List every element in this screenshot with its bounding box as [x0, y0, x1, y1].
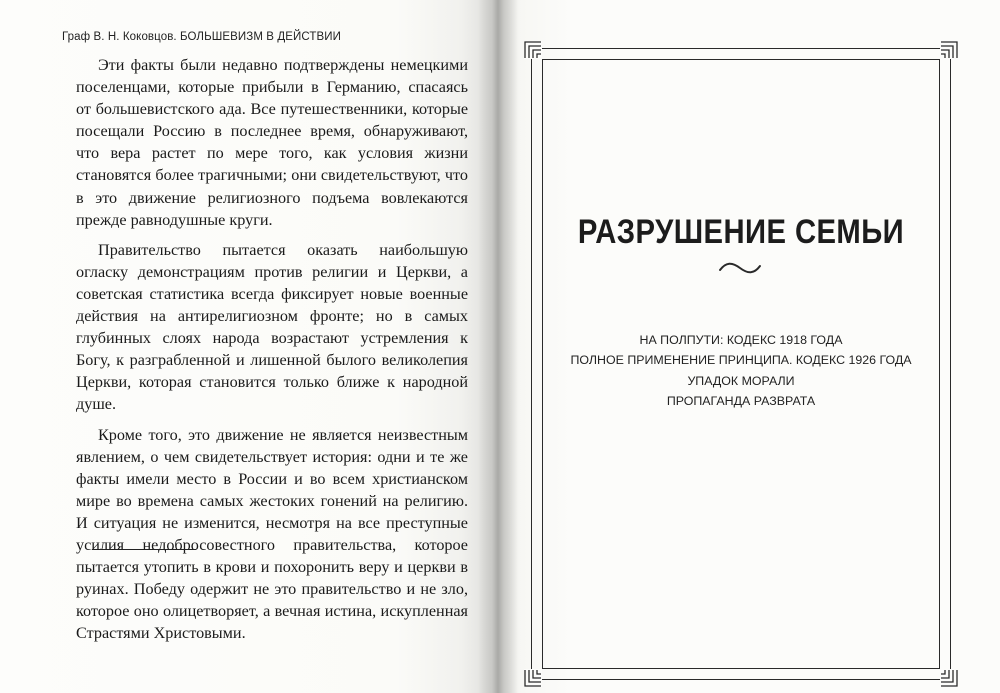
paragraph-3: Кроме того, это движение не является неизвестным явлением, о чем свидетельствует история: одни и те же факты имели место в России и во всем христианском мире во времена самых жестоких гонений на религию. И ситуация не изменится, несмотря на все преступные усилия недобросовестного правительства, которое пытается утопить в крови и похоронить веру и церкви в руинах. Победу одержит не это правительство и не зло, которое оно олицетворяет, а вечная истина, искупленная Страстями Христовыми. — [76, 425, 468, 643]
footnote-rule — [92, 549, 196, 550]
chapter-title: РАЗРУШЕНИЕ СЕМЬИ — [577, 213, 905, 251]
body-text — [76, 54, 468, 652]
left-page — [0, 0, 496, 693]
paragraph-1: Эти факты были недавно подтверждены немецкими поселенцами, которые прибыли в Германию, спасаясь от большевистского ада. Все путешественники, которые посещали Россию в последнее время, обнаруживают, что вера растет по мере того, как условия жизни становятся более трагичными; они свидетельствуют, что в это движение религиозного подъема вовлекаются прежде равнодушные круги. — [76, 56, 468, 229]
contents-item: ПОЛНОЕ ПРИМЕНЕНИЕ ПРИНЦИПА. КОДЕКС 1926 ГОДА — [570, 353, 912, 368]
paragraph-2: Правительство пытается оказать наибольшую огласку демонстрациям против религии и Церкви, а советская статистика всегда фиксирует новые военные действия на антирелигиозном фронте; но в самых глубинных слоях народа возрастают устремления к Богу, к разграбленной и лишенной былого великолепия Церкви, которая становится только ближе к народной душе. — [76, 240, 468, 414]
tilde-ornament-icon — [717, 259, 763, 277]
running-head: Граф В. Н. Коковцов. БОЛЬШЕВИЗМ В ДЕЙСТВИИ — [62, 31, 342, 43]
frame-corner-top-right — [940, 41, 958, 59]
contents-item: УПАДОК МОРАЛИ — [687, 373, 795, 388]
right-page — [496, 0, 1000, 693]
frame-corner-bottom-right — [940, 669, 958, 687]
frame-corner-bottom-left — [524, 669, 542, 687]
contents-item: НА ПОЛПУТИ: КОДЕКС 1918 ГОДА — [639, 333, 843, 347]
contents-item: ПРОПАГАНДА РАЗВРАТА — [666, 393, 816, 408]
frame-corner-top-left — [524, 41, 542, 59]
book-gutter — [478, 0, 518, 693]
chapter-contents — [542, 330, 940, 411]
